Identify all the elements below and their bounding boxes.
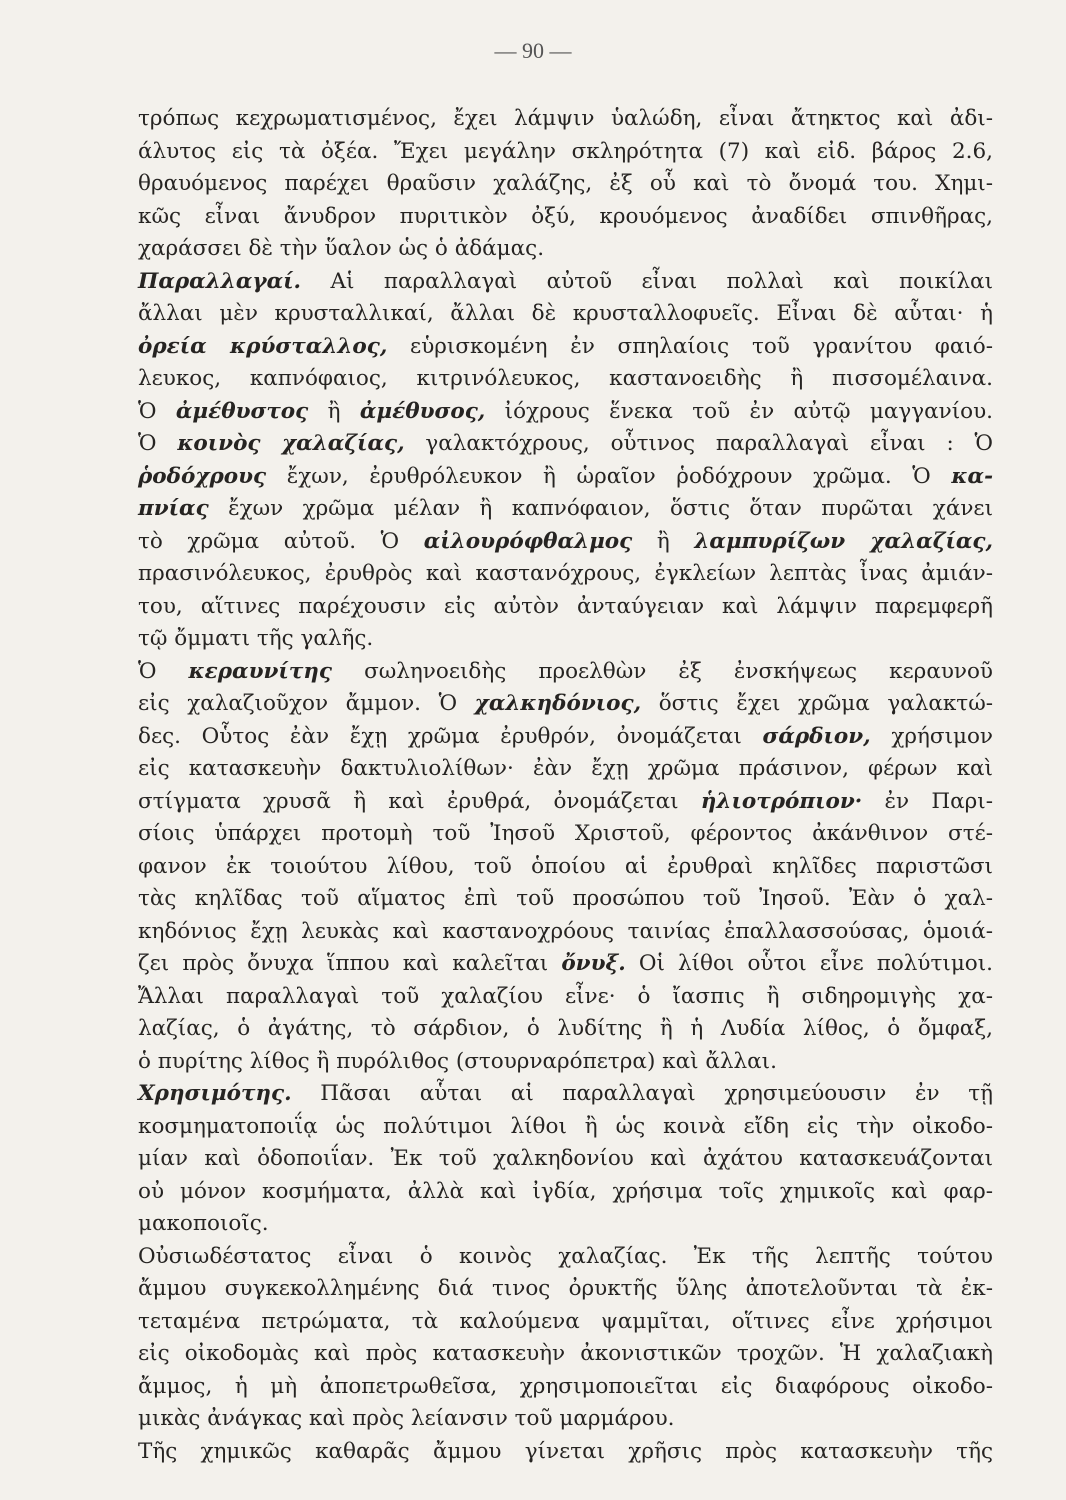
text-span: Οἱ λίθοι οὗτοι εἶνε πολύτιμοι. [625,951,993,976]
text-line [138,136,993,169]
text-span: ἄμμος, ἡ μὴ ἀποπετρωθεῖσα, χρησιμοποιεῖται εἰς διαφόρους οἰκοδο- [138,1373,993,1399]
emphasized-term: Παραλλαγαί. [138,268,302,294]
text-span: σίοις ὑπάρχει προτομὴ τοῦ Ἰησοῦ Χριστοῦ, φέροντος ἀκάνθινον στέ- [138,821,993,846]
text-span: ὅστις ἔχει χρῶμα γαλακτώ- [641,691,993,716]
text-span: ὁ πυρίτης λίθος ἢ πυρόλιθος (στουρναρόπετρα) καὶ ἄλλαι. [138,1048,777,1074]
text-line [138,591,993,624]
emphasized-term: ἀμέθυστος [175,398,309,424]
text-span: κοσμηματοποιΐᾳ ὡς πολύτιμοι λίθοι ἢ ὡς κοινὰ εἴδη εἰς τὴν οἰκοδο- [138,1113,993,1139]
emphasized-term: ἀμέθυσος, [359,398,486,424]
emphasized-term: σάρδιον, [762,723,871,749]
text-line [138,298,993,331]
text-line [138,623,993,656]
text-span: τὰς κηλῖδας τοῦ αἵματος ἐπὶ τοῦ προσώπου τοῦ Ἰησοῦ. Ἐὰν ὁ χαλ- [138,886,993,911]
emphasized-term: κεραυνίτης [188,658,333,684]
text-span: ζει πρὸς ὄνυχα ἵππου καὶ καλεῖται [138,951,562,976]
text-line [138,1371,993,1404]
text-line [138,1078,993,1111]
text-line [138,981,993,1014]
text-line [138,1208,993,1241]
text-line [138,168,993,201]
text-span: ἔχων, ἐρυθρόλευκον ἢ ὡραῖον ῥοδόχρουν χρῶμα. Ὁ [266,463,952,489]
text-line [138,688,993,721]
text-line [138,331,993,364]
text-line [138,786,993,819]
emphasized-term: ῥοδόχρους [138,463,267,489]
text-line [138,1013,993,1046]
text-span: θραυόμενος παρέχει θραῦσιν χαλάζης, ἐξ οὗ καὶ τὸ ὄνομά του. Χημι- [138,171,993,196]
text-span: ἔχων χρῶμα μέλαν ἢ καπνόφαιον, ὅστις ὅταν πυρῶται χάνει [208,496,993,521]
text-span: ἐν Παρι- [862,788,993,814]
text-line [138,558,993,591]
text-span: Ἄλλαι παραλλαγαὶ τοῦ χαλαζίου εἶνε· ὁ ἴασπις ἢ σιδηρομιγὴς χα- [138,983,993,1009]
text-line [138,1046,993,1079]
text-span: τῷ ὄμματι τῆς γαλῆς. [138,626,374,651]
text-span: ἰόχρους ἕνεκα τοῦ ἐν αὐτῷ μαγγανίου. [485,398,993,424]
text-span: ἄλλαι μὲν κρυσταλλικαί, ἄλλαι δὲ κρυσταλλοφυεῖς. Εἶναι δὲ αὗται· ἡ [138,301,993,326]
text-line [138,1241,993,1274]
text-line [138,201,993,234]
emphasized-term: ὀρεία κρύσταλλος, [138,333,388,359]
text-span: τεταμένα πετρώματα, τὰ καλούμενα ψαμμῖται, οἵτινες εἶνε χρήσιμοι [138,1308,993,1334]
text-line [138,363,993,396]
emphasized-term: λαμπυρίζων χαλαζίας, [694,528,993,554]
text-line [138,1306,993,1339]
emphasized-term: ὄνυξ. [561,951,626,976]
text-line [138,883,993,916]
text-span: χρήσιμον [870,723,993,749]
text-span: εἰς κατασκευὴν δακτυλιολίθων· ἐὰν ἔχῃ χρῶμα πράσινον, φέρων καὶ [138,756,993,781]
text-line [138,916,993,949]
text-span: κῶς εἶναι ἄνυδρον πυριτικὸν ὀξύ, κρουόμενος ἀναδίδει σπινθῆρας, [138,203,993,229]
text-span: μικὰς ἀνάγκας καὶ πρὸς λείανσιν τοῦ μαρμάρου. [138,1406,675,1431]
emphasized-term: Χρησιμότης. [138,1081,292,1106]
text-span: ἢ [308,398,360,424]
body-text [138,103,993,1468]
text-span: εἰς οἰκοδομὰς καὶ πρὸς κατασκευὴν ἀκονιστικῶν τροχῶν. Ἡ χαλαζιακὴ [138,1341,993,1366]
text-line [138,233,993,266]
emphasized-term: αἰλουρόφθαλμος [423,528,633,554]
text-line [138,1436,993,1469]
emphasized-term: κοινὸς χαλαζίας, [177,431,405,456]
text-span: Πᾶσαι αὗται αἱ παραλλαγαὶ χρησιμεύουσιν ἐν τῇ [291,1081,993,1106]
text-line [138,656,993,689]
text-span: στίγματα χρυσᾶ ἢ καὶ ἐρυθρά, ὀνομάζεται [138,788,701,814]
text-span: λαζίας, ὁ ἀγάτης, τὸ σάρδιον, ὁ λυδίτης ἢ ἡ Λυδία λίθος, ὁ ὄμφαξ, [138,1016,993,1041]
text-span: Ὁ [138,431,178,456]
emphasized-term: κα- [951,463,993,489]
text-span: λευκος, καπνόφαιος, κιτρινόλευκος, καστανοειδὴς ἢ πισσομέλαινα. [138,366,993,391]
emphasized-term: χαλκηδόνιος, [474,691,642,716]
emphasized-term: ἡλιοτρόπιον· [700,788,863,814]
text-span: τὸ χρῶμα αὐτοῦ. Ὁ [138,528,424,554]
text-line [138,1338,993,1371]
text-line [138,1111,993,1144]
text-span: εἰς χαλαζιοῦχον ἄμμον. Ὁ [138,691,475,716]
text-span: ἢ [632,528,695,554]
text-span: Ὁ [138,398,176,424]
text-span: χαράσσει δὲ τὴν ὕαλον ὡς ὁ ἀδάμας. [138,236,545,261]
text-span: γαλακτόχρους, οὗτινος παραλλαγαὶ εἶναι : Ὁ [404,431,993,456]
text-line [138,1143,993,1176]
text-span: τρόπως κεχρωματισμένος, ἔχει λάμψιν ὑαλώδη, εἶναι ἄτηκτος καὶ ἀδι- [138,106,993,131]
text-line [138,461,993,494]
text-line [138,818,993,851]
text-span: μίαν καὶ ὁδοποιΐαν. Ἐκ τοῦ χαλκηδονίου καὶ ἀχάτου κατασκευάζονται [138,1146,993,1171]
text-span: οὐ μόνον κοσμήματα, ἀλλὰ καὶ ἰγδία, χρήσιμα τοῖς χημικοῖς καὶ φαρ- [138,1178,993,1204]
text-line [138,103,993,136]
text-line [138,851,993,884]
text-line [138,1176,993,1209]
text-span: του, αἵτινες παρέχουσιν εἰς αὐτὸν ἀνταύγειαν καὶ λάμψιν παρεμφερῆ [138,593,993,619]
text-span: σωληνοειδὴς προελθὼν ἐξ ἐνσκήψεως κεραυνοῦ [332,658,993,684]
text-span: Οὐσιωδέστατος εἶναι ὁ κοινὸς χαλαζίας. Ἐκ τῆς λεπτῆς τούτου [138,1243,993,1269]
text-line [138,1273,993,1306]
text-line [138,396,993,429]
emphasized-term: πνίας [138,496,209,521]
text-line [138,753,993,786]
text-span: άλυτος εἰς τὰ ὀξέα. Ἔχει μεγάλην σκληρότητα (7) καὶ εἰδ. βάρος 2.6, [138,138,993,164]
text-line [138,721,993,754]
text-line [138,526,993,559]
text-span: κηδόνιος ἔχῃ λευκὰς καὶ καστανοχρόους ταινίας ἐπαλλασσούσας, ὁμοιά- [138,918,993,944]
text-line [138,493,993,526]
text-span: μακοποιοῖς. [138,1211,269,1236]
page-number: — 90 — [494,38,572,63]
text-line [138,948,993,981]
text-line [138,266,993,299]
text-span: Τῆς χημικῶς καθαρᾶς ἄμμου γίνεται χρῆσις πρὸς κατασκευὴν τῆς [138,1438,993,1464]
text-line [138,1403,993,1436]
text-span: πρασινόλευκος, ἐρυθρὸς καὶ καστανόχρους, ἐγκλείων λεπτὰς ἶνας ἀμιάν- [138,561,993,586]
text-line [138,428,993,461]
text-span: Ὁ [138,658,189,684]
text-span: φανον ἐκ τοιούτου λίθου, τοῦ ὁποίου αἱ ἐρυθραὶ κηλῖδες παριστῶσι [138,853,993,879]
text-span: Αἱ παραλλαγαὶ αὐτοῦ εἶναι πολλαὶ καὶ ποικίλαι [301,268,993,294]
text-span: ἄμμου συγκεκολλημένης διά τινος ὀρυκτῆς ὕλης ἀποτελοῦνται τὰ ἐκ- [138,1276,993,1301]
text-span: εὑρισκομένη ἐν σπηλαίοις τοῦ γρανίτου φαιό- [387,333,993,359]
text-span: δες. Οὗτος ἐὰν ἔχῃ χρῶμα ἐρυθρόν, ὀνομάζεται [138,723,763,749]
